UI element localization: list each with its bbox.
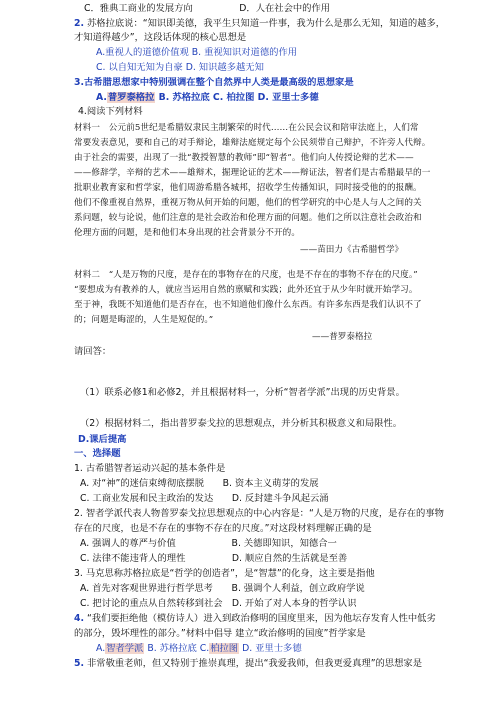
question-3-stem: 3.古希腊思想家中特别强调在整个自然界中人类是最高级的思想家是 xyxy=(74,77,354,88)
exercise-2-options-ab: A. 强调人的尊严与价值 B. 关德即知识，知德合一 xyxy=(80,538,337,549)
section-heading: D.课后提高 xyxy=(78,434,127,445)
exercise-2-stem: 2. 智者学派代表人物普罗泰戈拉思想观点的中心内容是：“人是万物的尺度，是存在的事物 xyxy=(74,508,444,519)
exercise-5-stem xyxy=(74,658,422,670)
exercise-2-options-cd: C. 法律不能违背人的理性 D. 顺应自然的生活就是至善 xyxy=(80,553,348,564)
exercise-3-stem: 3. 马克思称苏格拉底是“哲学的创造者”，是“智慧”的化身，这主要是指他 xyxy=(74,568,375,579)
material-2-source: ——普罗泰格拉 xyxy=(312,332,373,342)
material-1-source: ——苗田力《古希腊哲学》 xyxy=(300,245,404,255)
sub-question-1: （1）联系必修1和必修2，并且根据材料一，分析“智者学派”出现的历史背景。 xyxy=(80,387,405,398)
material-2-line: 的；问题是晦涩的，人生是短促的。” xyxy=(74,315,214,325)
material-2-line: “要想成为有教养的人，就应当运用自然的禀赋和实践；此外还宜于从少年时就开始学习。 xyxy=(74,285,418,295)
material-2-line: 材料二 “人是万物的尺度，是存在的事物存在的尺度，也是不存在的事物不存在的尺度。” xyxy=(74,270,418,280)
material-1-line: 他们不像重视自然界，重视万物从何开始的问题，他们的哲学研究的中心是人与人之间的关 xyxy=(74,198,422,208)
question-number: 2. xyxy=(74,18,85,29)
section-subheading: 一、选择题 xyxy=(74,448,121,459)
question-text: 非常敬重老师，但又特别于推崇真理，提出“我爱我师，但我更爱真理”的思想家是 xyxy=(84,658,422,669)
options-middle: B. 苏格拉底 C. xyxy=(144,643,210,654)
question-2-options-ab: A.重视人的道德价值观 B. 重视知识对道德的作用 xyxy=(96,47,298,58)
question-text: “我们要拒绝他（模仿诗人）进入到政治修明的国度里来，因为他坛存发育人性中低劣 xyxy=(84,613,436,624)
exercise-2-stem-cont: 存在的尺度，也是不存在的事物不存在的尺度。”对这段材料理解正确的是 xyxy=(74,523,372,534)
exercise-4-options xyxy=(96,643,302,655)
question-2-stem xyxy=(74,18,445,30)
highlighted-option: 智者学派 xyxy=(106,643,144,654)
highlighted-answer: 普罗泰格拉 xyxy=(107,92,155,103)
exercise-3-options-cd: C. 把讨论的重点从自然转移到社会 D. 开始了对人本身的哲学认识 xyxy=(80,598,357,609)
question-4-stem: 4.阅读下列材料 xyxy=(78,106,143,117)
exercise-1-options-ab: A. 对“神”的迷信束缚彻底摆脱 B. 资本主义萌芽的发展 xyxy=(80,478,319,489)
exercise-1-options-cd: C. 工商业发展和民主政治的发达 D. 反封建斗争风起云涌 xyxy=(80,493,329,504)
answer-prompt: 请回答： xyxy=(74,346,112,357)
option-a-letter: A. xyxy=(96,643,106,654)
material-2-line: 至于神，我既不知道他们是否存在，也不知道他们像什么东西。有许多东西是我们认识不了 xyxy=(74,300,422,310)
material-1-line: 由于社会的需要，出现了一批“教授智慧的教师”即“智者”。他们向人传授论辩的艺术—— xyxy=(74,153,414,163)
q1-options-line: C．雅典工商业的发展方向 D．人在社会中的作用 xyxy=(84,3,331,14)
material-1-line: 常要发表意见，要和自己的对手辩论，雄辩法庭规定每个公民须带自己辩护，不许旁人代辩。 xyxy=(74,138,431,148)
material-1-line: ——修辞学，辛辩的艺术——雄辩术，掘理论证的艺术——辩证法，智者们是古希腊最早的一 xyxy=(74,168,431,178)
question-2-options-cd: C. 以自知无知为自豪 D. 知识越多越无知 xyxy=(96,62,264,73)
options-rest: D. 亚里士多德 xyxy=(239,643,302,654)
exercise-4-stem-cont: 的部分，毁坏理性的部分。”材料中倡导 建立“政治修明的国度”哲学家是 xyxy=(74,628,366,639)
material-1-line: 伦理方面的问题，是和他们本身出现的社会背景分不开的。 xyxy=(74,228,301,238)
question-text: 苏格拉底说：“知识即美德，我平生只知道一件事，我为什么是那么无知，知道的越多， xyxy=(84,18,446,29)
option-a-letter: A. xyxy=(96,92,107,103)
material-1-line: 系问题，较与论说，他们注意的是社会政治和伦理方面的问题。他们之所以注意社会政治和 xyxy=(74,213,422,223)
sub-question-2: （2）根据材料二，指出普罗泰戈拉的思想观点，并分析其积极意义和局限性。 xyxy=(80,418,403,429)
question-2-stem-cont: 才知道得越少”，这段话体现的核心思想是 xyxy=(74,32,247,43)
highlighted-answer: 柏拉图 xyxy=(210,643,239,654)
question-3-options xyxy=(96,92,319,104)
exercise-3-options-ab: A. 首先对客观世界进行哲学思考 B. 强调个人利益，创立政府学说 xyxy=(80,583,365,594)
options-rest: B. 苏格拉底 C. 柏拉图 D. 亚里士多德 xyxy=(155,92,319,103)
question-number: 5. xyxy=(74,658,85,669)
material-1-line: 材料一 公元前5世纪是希腊奴隶民主制繁荣的时代……在公民会议和陪审法庭上，人们常 xyxy=(74,123,419,133)
question-number: 4. xyxy=(74,613,85,624)
exercise-4-stem xyxy=(74,613,436,625)
material-1-line: 批职业教育家和哲学家，他们周游希腊各城邦，招收学生传播知识，同时接受他的的报酬。 xyxy=(74,183,422,193)
exercise-1-stem: 1. 古希腊智者运动兴起的基本条件是 xyxy=(74,463,226,474)
